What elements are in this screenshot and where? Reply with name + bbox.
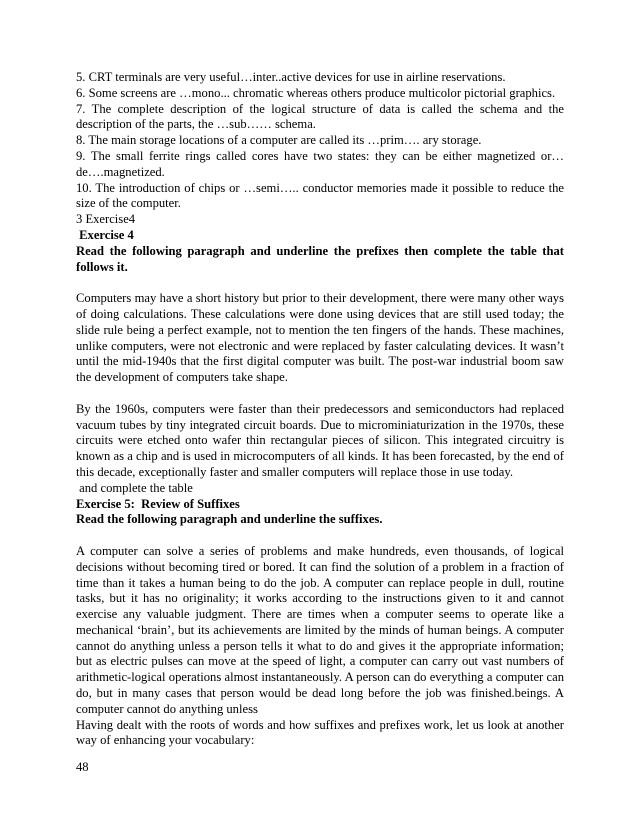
exercise-5-heading: Exercise 5: Review of Suffixes xyxy=(76,496,240,511)
exercise-4-heading: Exercise 4 xyxy=(76,227,134,242)
exercise-4-instruction: Read the following paragraph and underline the prefixes then complete the table that follows it. xyxy=(76,243,564,274)
page-number: 48 xyxy=(76,760,89,774)
list-item-5: 5. CRT terminals are very useful…inter..active devices for use in airline reservations. xyxy=(76,70,506,84)
toc-line: 3 Exercise4 xyxy=(76,212,136,227)
list-item-7: 7. The complete description of the logical structure of data is called the schema and the description of the parts, the …sub…… schema. xyxy=(76,101,564,132)
closing-paragraph: Having dealt with the roots of words and how suffixes and prefixes work, let us look at another way of enhancing your vocabulary: xyxy=(76,717,564,748)
document-body xyxy=(76,70,564,749)
exercise-5-paragraph: A computer can solve a series of problems and make hundreds, even thousands, of logical decisions without becoming tired or bored. It can find the solution of a problem in a fraction of time than it takes a human being to do the job. A computer can replace people in dull, routine tasks, but it has no originality; it works according to the instructions given to it and cannot exercise any valuable judgment. There are times when a computer seems to operate like a mechanical ‘brain’, but its achievements are limited by the minds of human beings. A computer cannot do anything unless a person tells it what to do and gives it the appropriate information; but as electric pulses can move at the speed of light, a computer can carry out vast numbers of arithmetic-logical operations almost instantaneously. A person can do everything a computer can do, but in many cases that person would be dead long before the job was finished.beings. A computer cannot do anything unless xyxy=(76,543,564,716)
list-item-6: 6. Some screens are …mono... chromatic whereas others produce multicolor pictorial graphics. xyxy=(76,85,556,100)
exercise-5-instruction: Read the following paragraph and underline the suffixes. xyxy=(76,512,383,527)
list-item-9: 9. The small ferrite rings called cores have two states: they can be either magnetized or…de….magnetized. xyxy=(76,148,564,179)
exercise-4-paragraph-1: Computers may have a short history but prior to their development, there were many other ways of doing calculations. These calculations were done using devices that are still used today; the slide rule being a perfect example, not to mention the ten fingers of the hands. These machines, unlike computers, were not electronic and were replaced by faster calculating devices. It wasn’t until the mid-1940s that the first digital computer was built. The post-war industrial boom saw the development of computers take shape. xyxy=(76,291,564,385)
list-item-10: 10. The introduction of chips or …semi….. conductor memories made it possible to reduce the size of the computer. xyxy=(76,180,564,211)
exercise-4-trailing: and complete the table xyxy=(76,480,193,495)
list-item-8: 8. The main storage locations of a computer are called its …prim…. ary storage. xyxy=(76,133,482,148)
exercise-4-paragraph-2: By the 1960s, computers were faster than their predecessors and semiconductors had replaced vacuum tubes by tiny integrated circuit boards. Due to microminiaturization in the 1970s, these circuits were etched onto wafer thin rectangular pieces of silicon. This integrated circuitry is known as a chip and is used in microcomputers of all kinds. It has been forecasted, by the end of this decade, exceptionally faster and smaller computers will replace those in use today. xyxy=(76,401,564,479)
